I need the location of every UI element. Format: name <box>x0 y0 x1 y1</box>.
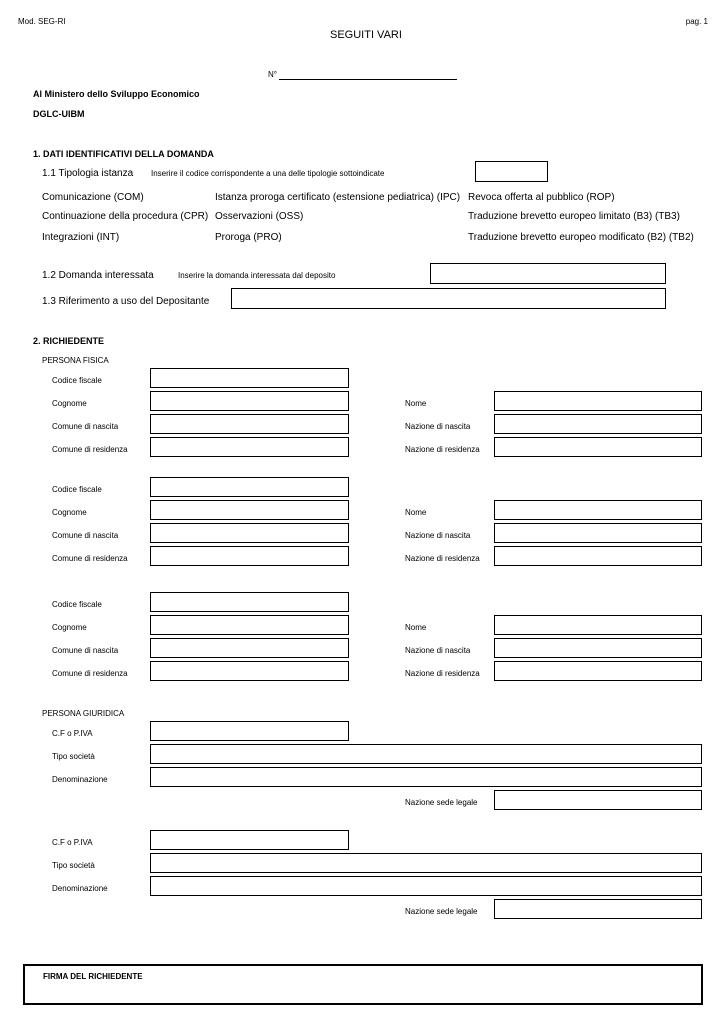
cognome-label: Cognome <box>52 508 87 517</box>
riferimento-label: 1.3 Riferimento a uso del Depositante <box>42 296 210 307</box>
nazione-nascita-label: Nazione di nascita <box>405 531 471 540</box>
tipologia-hint: Inserire il codice corrispondente a una delle tipologie sottoindicate <box>151 169 385 178</box>
nazione-nascita-input[interactable] <box>494 523 702 543</box>
cognome-input[interactable] <box>150 500 349 520</box>
nome-label: Nome <box>405 508 427 517</box>
tipologia-input[interactable] <box>475 161 548 182</box>
section1-title: 1. DATI IDENTIFICATIVI DELLA DOMANDA <box>33 149 214 159</box>
comune-nascita-label: Comune di nascita <box>52 646 119 655</box>
type-tb2: Traduzione brevetto europeo modificato (B2) (TB2) <box>468 232 694 243</box>
cognome-label: Cognome <box>52 399 87 408</box>
comune-nascita-input[interactable] <box>150 523 349 543</box>
codice-fiscale-input[interactable] <box>150 368 349 388</box>
section2-title: 2. RICHIEDENTE <box>33 336 105 346</box>
comune-nascita-input[interactable] <box>150 414 349 434</box>
comune-residenza-label: Comune di residenza <box>52 554 128 563</box>
nome-input[interactable] <box>494 391 702 411</box>
nazione-sede-label: Nazione sede legale <box>405 798 478 807</box>
cf-piva-input[interactable] <box>150 721 349 741</box>
cognome-input[interactable] <box>150 615 349 635</box>
type-ipc: Istanza proroga certificato (estensione pediatrica) (IPC) <box>215 192 461 203</box>
cognome-label: Cognome <box>52 623 87 632</box>
nazione-residenza-input[interactable] <box>494 437 702 457</box>
comune-residenza-input[interactable] <box>150 437 349 457</box>
type-tb3: Traduzione brevetto europeo limitato (B3) (TB3) <box>468 211 680 222</box>
nazione-residenza-label: Nazione di residenza <box>405 669 480 678</box>
tipologia-label: 1.1 Tipologia istanza <box>42 168 134 179</box>
domanda-label: 1.2 Domanda interessata <box>42 270 154 281</box>
nome-input[interactable] <box>494 500 702 520</box>
denominazione-label: Denominazione <box>52 884 108 893</box>
cf-piva-input[interactable] <box>150 830 349 850</box>
page-title: SEGUITI VARI <box>330 29 402 41</box>
tipo-societa-input[interactable] <box>150 744 702 764</box>
riferimento-input[interactable] <box>231 288 666 309</box>
protocol-number-label: N° <box>268 70 277 79</box>
nome-label: Nome <box>405 399 427 408</box>
page-number: pag. 1 <box>685 17 708 26</box>
nazione-nascita-input[interactable] <box>494 638 702 658</box>
signature-box[interactable] <box>23 964 703 1005</box>
type-int: Integrazioni (INT) <box>42 232 120 243</box>
type-com: Comunicazione (COM) <box>42 192 144 203</box>
denominazione-input[interactable] <box>150 767 702 787</box>
nazione-nascita-input[interactable] <box>494 414 702 434</box>
codice-fiscale-label: Codice fiscale <box>52 485 102 494</box>
domanda-hint: Inserire la domanda interessata dal deposito <box>178 271 336 280</box>
comune-residenza-input[interactable] <box>150 546 349 566</box>
tipo-societa-label: Tipo società <box>52 752 95 761</box>
domanda-input[interactable] <box>430 263 666 284</box>
codice-fiscale-input[interactable] <box>150 592 349 612</box>
comune-residenza-input[interactable] <box>150 661 349 681</box>
cf-piva-label: C.F o P.IVA <box>52 838 93 847</box>
nome-input[interactable] <box>494 615 702 635</box>
type-oss: Osservazioni (OSS) <box>215 211 304 222</box>
tipo-societa-label: Tipo società <box>52 861 95 870</box>
nazione-nascita-label: Nazione di nascita <box>405 646 471 655</box>
nazione-residenza-label: Nazione di residenza <box>405 445 480 454</box>
denominazione-label: Denominazione <box>52 775 108 784</box>
comune-residenza-label: Comune di residenza <box>52 669 128 678</box>
type-pro: Proroga (PRO) <box>215 232 282 243</box>
comune-residenza-label: Comune di residenza <box>52 445 128 454</box>
nazione-residenza-label: Nazione di residenza <box>405 554 480 563</box>
type-rop: Revoca offerta al pubblico (ROP) <box>468 192 615 203</box>
addressee-office: DGLC-UIBM <box>33 109 85 119</box>
comune-nascita-input[interactable] <box>150 638 349 658</box>
nazione-sede-input[interactable] <box>494 899 702 919</box>
type-cpr: Continuazione della procedura (CPR) <box>42 211 209 222</box>
addressee-ministry: Al Ministero dello Sviluppo Economico <box>33 89 200 99</box>
nazione-nascita-label: Nazione di nascita <box>405 422 471 431</box>
comune-nascita-label: Comune di nascita <box>52 531 119 540</box>
nazione-residenza-input[interactable] <box>494 546 702 566</box>
codice-fiscale-label: Codice fiscale <box>52 376 102 385</box>
codice-fiscale-label: Codice fiscale <box>52 600 102 609</box>
form-code: Mod. SEG-RI <box>18 17 66 26</box>
nome-label: Nome <box>405 623 427 632</box>
nazione-residenza-input[interactable] <box>494 661 702 681</box>
cf-piva-label: C.F o P.IVA <box>52 729 93 738</box>
codice-fiscale-input[interactable] <box>150 477 349 497</box>
tipo-societa-input[interactable] <box>150 853 702 873</box>
denominazione-input[interactable] <box>150 876 702 896</box>
nazione-sede-input[interactable] <box>494 790 702 810</box>
persona-giuridica-label: PERSONA GIURIDICA <box>42 709 125 718</box>
nazione-sede-label: Nazione sede legale <box>405 907 478 916</box>
comune-nascita-label: Comune di nascita <box>52 422 119 431</box>
signature-label: FIRMA DEL RICHIEDENTE <box>43 972 143 981</box>
persona-fisica-label: PERSONA FISICA <box>42 356 109 365</box>
cognome-input[interactable] <box>150 391 349 411</box>
protocol-number-line[interactable] <box>279 79 457 80</box>
